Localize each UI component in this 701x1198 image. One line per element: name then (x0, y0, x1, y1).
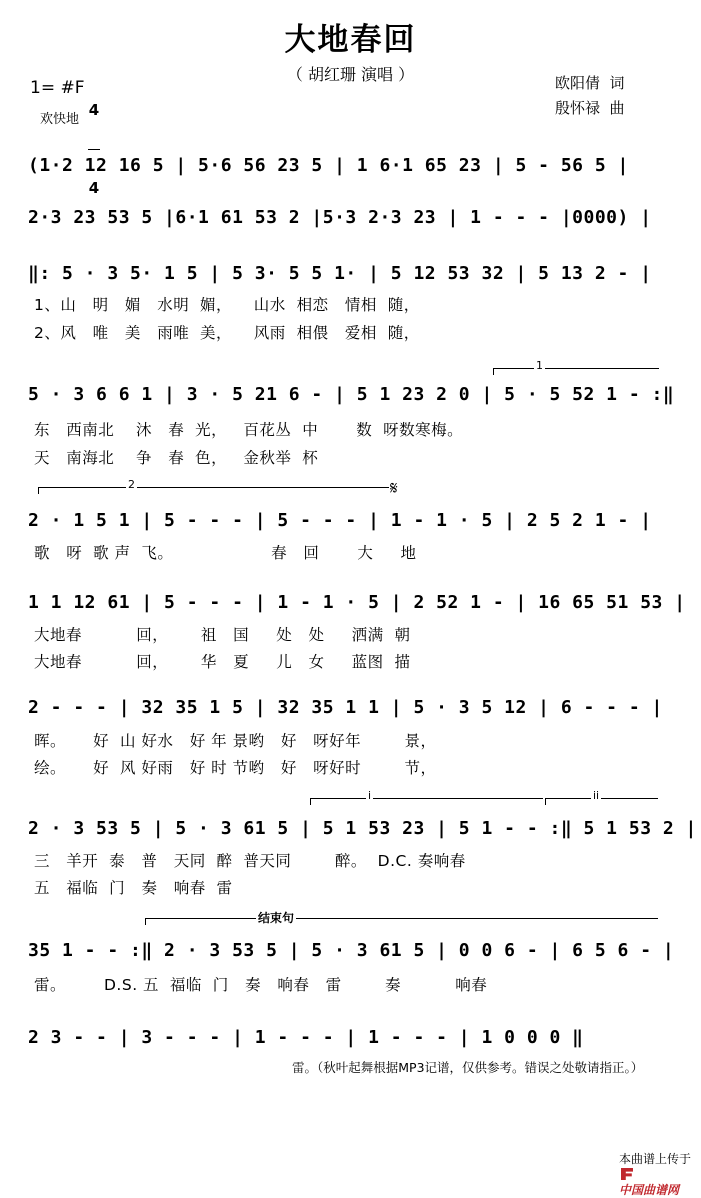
first-ending-bracket (493, 368, 659, 375)
time-signature (88, 73, 100, 211)
site-logo-icon (621, 1168, 633, 1180)
composer-credit: 殷怀禄 曲 (555, 99, 625, 117)
lyric-row-verse1-b: 东 西南北 沐 春 光， 百花丛 中 数 呀数寒梅。 (34, 421, 464, 439)
score-row-3: ‖: 5 · 3 5· 1 5 | 5 3· 5 5 1· | 5 12 53 32 | 5 13 2 - | (28, 263, 652, 284)
lyric-row-5: 歌 呀 歌 声 飞。 春 回 大 地 (34, 544, 417, 562)
lyric-row-6b: 大地春 回， 华 夏 儿 女 蓝图 描 (34, 653, 411, 671)
score-row-10: 2 3 - - | 3 - - - | 1 - - - | 1 - - - | 1 0 0 0 ‖ (28, 1027, 584, 1048)
time-signature-bar (88, 149, 100, 150)
key-signature: 1= #F (30, 78, 85, 98)
song-title: 大地春回 (284, 22, 417, 58)
score-row-5: 2 · 1 5 1 | 5 - - - | 5 - - - | 1 - 1 · 5 | 2 5 2 1 - | (28, 510, 652, 531)
footer-credit (611, 1136, 691, 1198)
lyric-row-9: 雷。 D.S. 五 福临 门 奏 响春 雷 奏 响春 (34, 976, 488, 994)
score-row-6: 1 1 12 61 | 5 - - - | 1 - 1 · 5 | 2 52 1 - | 16 65 51 53 | (28, 592, 686, 613)
volta-ii-label: ii (593, 789, 600, 802)
score-row-8: 2 · 3 53 5 | 5 · 3 61 5 | 5 1 53 23 | 5 1 - - :‖ 5 1 53 2 | (28, 818, 697, 839)
score-row-7: 2 - - - | 32 35 1 5 | 32 35 1 1 | 5 · 3 5 12 | 6 - - - | (28, 697, 663, 718)
score-row-1: (1·2 12 16 5 | 5·6 56 23 5 | 1 6·1 65 23 | 5 - 56 5 | (28, 155, 629, 176)
time-signature-top: 4 (88, 101, 100, 119)
lyric-row-verse2-b: 天 南海北 争 春 色， 金秋举 杯 (34, 449, 319, 467)
lyric-row-6a: 大地春 回， 祖 国 处 处 洒满 朝 (34, 626, 411, 644)
footer-brand: 中国曲谱网 (618, 1183, 679, 1197)
volta-ii-bracket (545, 798, 658, 805)
ending-phrase-label: 结束句 (258, 911, 295, 925)
volta-i-label: i (368, 789, 372, 802)
score-row-2: 2·3 23 53 5 |6·1 61 53 2 |5·3 2·3 23 | 1 - - - |0000) | (28, 207, 652, 228)
score-row-9: 35 1 - - :‖ 2 · 3 53 5 | 5 · 3 61 5 | 0 0 6 - | 6 5 6 - | (28, 940, 675, 961)
lyric-row-8a: 三 羊开 泰 普 天同 醉 普天同 醉。 D.C. 奏响春 (34, 852, 466, 870)
score-row-4: 5 · 3 6 6 1 | 3 · 5 21 6 - | 5 1 23 2 0 | 5 · 5 52 1 - :‖ (28, 384, 675, 405)
lyricist-credit: 欧阳倩 词 (555, 74, 625, 92)
segno-sign: 𝄋 (390, 478, 398, 499)
time-signature-bottom: 4 (88, 179, 100, 197)
lyric-row-verse1-a: 1、山 明 媚 水明 媚， 山水 相恋 情相 随， (34, 296, 420, 314)
ending-phrase-bracket (145, 918, 658, 925)
second-ending-label: 2 (128, 478, 135, 491)
lyric-row-8b: 五 福临 门 奏 响春 雷 (34, 879, 233, 897)
lyric-row-verse2-a: 2、风 唯 美 雨唯 美， 风雨 相偎 爱相 随， (34, 324, 420, 342)
performer-subtitle: （ 胡红珊 演唱 ） (286, 65, 415, 84)
second-ending-bracket (38, 487, 389, 494)
first-ending-label: 1 (536, 359, 543, 372)
volta-i-bracket (310, 798, 543, 805)
footer-prefix: 本曲谱上传于 (618, 1152, 691, 1166)
lyric-row-7b: 绘。 好 风 好雨 好 时 节哟 好 呀好时 节， (34, 759, 437, 777)
lyric-row-7a: 晖。 好 山 好水 好 年 景哟 好 呀好年 景， (34, 732, 437, 750)
transcription-note: 雷。（秋叶起舞根据MP3记谱，仅供参考。错误之处敬请指正。） (292, 1060, 644, 1075)
tempo-marking: 欢快地 (40, 112, 80, 127)
